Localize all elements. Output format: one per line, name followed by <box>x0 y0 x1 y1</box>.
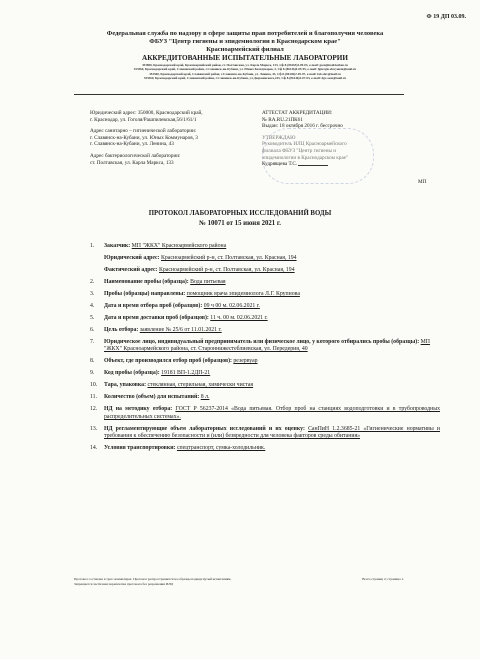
pack-value: стеклянная, стерильная, химически чистая <box>147 382 254 389</box>
sample-name-label: Наименование пробы (образца): <box>104 279 189 285</box>
protocol-title-line-1: ПРОТОКОЛ ЛАБОРАТОРНЫХ ИССЛЕДОВАНИЙ ВОДЫ <box>148 210 332 217</box>
sanitary-lab-line-1: Адрес санитарно – гигиенической лаборатории: <box>90 128 197 135</box>
qty-value: 8 л. <box>200 394 210 401</box>
transport-value: спецтранспорт, сумка-холодильник. <box>176 445 266 452</box>
header-address-3: 353560, Краснодарский край, Славянский район, г.Славянск-на-Кубани, ул. Ленина, 43, т/ф 8-(86146)2-05-07, e-mail: lab-slav@mail.ru <box>149 71 341 76</box>
approve-label: УТВЕРЖДАЮ <box>262 134 296 141</box>
accreditation-block <box>262 110 402 168</box>
delivered-value: 11 ч. 00 м. 02.06.2021 г. <box>210 315 268 321</box>
sanitary-lab-line-2: г. Славянск-на-Кубани, ул. Юных Коммунаров, 3 <box>90 134 198 141</box>
actual-address-label: Фактический адрес: <box>104 267 158 273</box>
norm-label: НД регламентирующие объем лабораторных исследований и их оценку: <box>104 425 305 432</box>
code-value: 19181 ВП-1.2ДП-21 <box>161 370 211 377</box>
page-counter: Всего страниц 2; страница 1. <box>362 577 404 581</box>
header-address-1: 353800, Краснодарский край, Красноармейский район, ст. Полтавская, ул. Карла Маркса, 133, т/ф 8-(86165)4-09-03, e-mail: gsen@mail.kuban.ru <box>142 63 348 67</box>
addresses-block <box>90 110 250 171</box>
lab-name: АККРЕДИТОВАННЫЕ ИСПЫТАТЕЛЬНЫЕ ЛАБОРАТОРИИ <box>142 54 348 62</box>
code-label: Код пробы (образца): <box>104 370 160 377</box>
customer-value: МП "ЖКХ" Красноармейского района <box>131 243 227 249</box>
header-divider <box>74 94 404 95</box>
object-value: резервуар <box>233 358 258 365</box>
legal-address-value: Красноармейский р-н, ст. Полтавская, ул. Красная, 194 <box>160 255 297 261</box>
list-item: 1. Заказчик: МП "ЖКХ" Красноармейского района <box>90 243 227 249</box>
sent-value: помощник врача эпидемиолога Л.Г. Крупнова <box>186 291 300 297</box>
org-line-1: Федеральная служба по надзору в сфере защиты прав потребителей и благополучия человека <box>106 30 384 37</box>
list-item <box>90 267 440 274</box>
legal-address-line-2: г. Краснодар, ул. Гоголя/Рашпилевская,56/1/61/1 <box>90 116 197 123</box>
sanitary-lab-line-3: г. Славянск-на-Кубани, ул. Ленина, 43 <box>90 141 174 148</box>
list-item: 11. Количество (объем) для испытаний: 8 л. <box>90 394 210 401</box>
taken-value: 09 ч 00 м. 02.06.2021 г. <box>203 303 260 309</box>
selector-label: Юридическое лицо, индивидуальный предприниматель или физическое лицо, у которого отбирались пробы (образцы): <box>104 339 420 345</box>
head-line-3: эпидемиологии в Краснодарском крае" <box>262 154 349 161</box>
method-label: НД на методику отбора: <box>104 406 173 413</box>
footer-note-2: Запрещается частичная перепечатка протокола без разрешения ИЛЦ <box>74 582 173 586</box>
list-item: 9. Код пробы (образца): 19181 ВП-1.2ДП-21 <box>90 370 211 377</box>
org-line-3: Красноармейский филиал <box>206 46 284 53</box>
footer-note-1: Протокол составлен в трех экземплярах. Протокол распространяется на образцы подвергнутый испытаниям. <box>74 577 232 581</box>
header-address-2: 353560, Краснодарский край, Славянский район, г.Славянск-на-Кубани, ул. Юных Коммунаров, 3, т/ф 8-(86146)4-09-95, e-mail: fguzcgie-slavyansk@mail.ru <box>133 67 357 72</box>
accreditation-number: № RA.RU.21ПК61 <box>262 116 303 123</box>
list-item: 8. Объект, где производился отбор проб (образцов): резервуар <box>90 358 258 365</box>
list-item <box>90 255 440 262</box>
document-header <box>40 30 450 80</box>
protocol-items <box>90 243 440 457</box>
org-line-2: ФБУЗ "Центр гигиены и эпидемиологии в Краснодарском крае" <box>149 38 341 45</box>
actual-address-value: Красноармейский р-н, ст. Полтавская, ул. Красная, 194 <box>159 267 295 273</box>
list-item: 12. НД на методику отбора: ГОСТ Р 56237-2014 «Вода питьевая. Отбор проб на станциях водоподготовки и в трубопроводных распределительных системах». <box>90 406 441 420</box>
accreditation-issued: Выдан: 18 октября 2016 г. бессрочно <box>262 123 343 130</box>
head-line-1: Руководитель ИЛЦ Красноармейского <box>262 141 347 148</box>
list-item: 5. Дата и время доставки проб (образцов): 11 ч. 00 м. 02.06.2021 г. <box>90 315 268 321</box>
accreditation-title: АТТЕСТАТ АККРЕДИТАЦИИ: <box>262 110 333 116</box>
sent-label: Пробы (образцы) направлены: <box>104 291 186 297</box>
bact-lab-line-1: Адрес бактериологической лаборатории: <box>90 152 181 159</box>
list-item: 6. Цель отбора: заявление № 25/6 от 11.01.2021 г. <box>90 327 222 333</box>
legal-address-label: Юридический адрес: <box>104 255 160 261</box>
purpose-label: Цель отбора: <box>104 327 139 333</box>
legal-address-line-1: Юридический адрес: 350000, Краснодарский край, <box>90 110 203 116</box>
list-item: 4. Дата и время отбора проб (образцов): 09 ч 00 м. 02.06.2021 г. <box>90 303 260 309</box>
head-name: Кудрявцева Т.С. <box>262 161 298 168</box>
bact-lab-line-2: ст. Полтавская, ул. Карла Маркса, 133 <box>90 159 174 166</box>
norm-value: СанПиН 1.2.3685-21 «Гигиенические нормативы и требования к обеспечению безопасности и (или) безвредности для человека факторов среды обитания» <box>104 425 440 440</box>
customer-label: Заказчик: <box>104 243 131 249</box>
taken-label: Дата и время отбора проб (образцов): <box>104 303 203 309</box>
list-item: 2. Наименование пробы (образца): Вода питьевая <box>90 279 226 285</box>
list-item: 3. Пробы (образцы) направлены: помощник врача эпидемиолога Л.Г. Крупнова <box>90 291 300 297</box>
protocol-number: № 10071 от 15 июня 2021 г. <box>199 220 281 227</box>
header-address-4: 353560, Краснодарский край, Славянский район, г.Славянск-на-Кубани, ул.Дзержинского,243, т/ф 8-(86146)4-07-03, e-mail: dgc-sosn@mail.ru <box>143 75 347 80</box>
form-code: Ф 19 ДП 03.09. <box>426 14 466 20</box>
list-item: 14. Условия транспортировки: спецтранспорт, сумка-холодильник. <box>90 445 266 452</box>
list-item: 13. НД регламентирующие объем лабораторных исследований и их оценку: СанПиН 1.2.3685-21 «Гигиенические нормативы и требования к обеспечению безопасности и (или) безвредности для человека факторов среды обитания» <box>90 425 440 440</box>
qty-label: Количество (объем) для испытаний: <box>104 394 200 401</box>
mp-label: МП <box>418 179 427 185</box>
signature-line <box>298 165 328 166</box>
list-item: 7. Юридическое лицо, индивидуальный предприниматель или физическое лицо, у которого отбирались пробы (образцы): МП "ЖКХ" Красноармейского района, ст. Староннижестеблиевская, ул. Передерия, 40 <box>90 339 430 353</box>
list-item: 10. Тара, упаковка: стеклянная, стерильная, химически чистая <box>90 382 254 389</box>
protocol-title <box>0 209 480 229</box>
transport-label: Условия транспортировки: <box>104 445 176 452</box>
sample-name-value: Вода питьевая <box>190 279 226 285</box>
head-line-2: филиала ФБУЗ "Центр гигиены и <box>262 147 337 154</box>
selector-value: МП "ЖКХ" Красноармейского района, ст. Староннижестеблиевская, ул. Передерия, 40 <box>104 339 430 353</box>
purpose-value: заявление № 25/6 от 11.01.2021 г. <box>139 327 222 333</box>
footer-notes <box>74 577 334 587</box>
delivered-label: Дата и время доставки проб (образцов): <box>104 315 209 321</box>
object-label: Объект, где производился отбор проб (образцов): <box>104 358 232 365</box>
method-value: ГОСТ Р 56237-2014 «Вода питьевая. Отбор проб на станциях водоподготовки и в трубопроводных распределительных системах». <box>104 406 441 420</box>
pack-label: Тара, упаковка: <box>104 382 147 389</box>
